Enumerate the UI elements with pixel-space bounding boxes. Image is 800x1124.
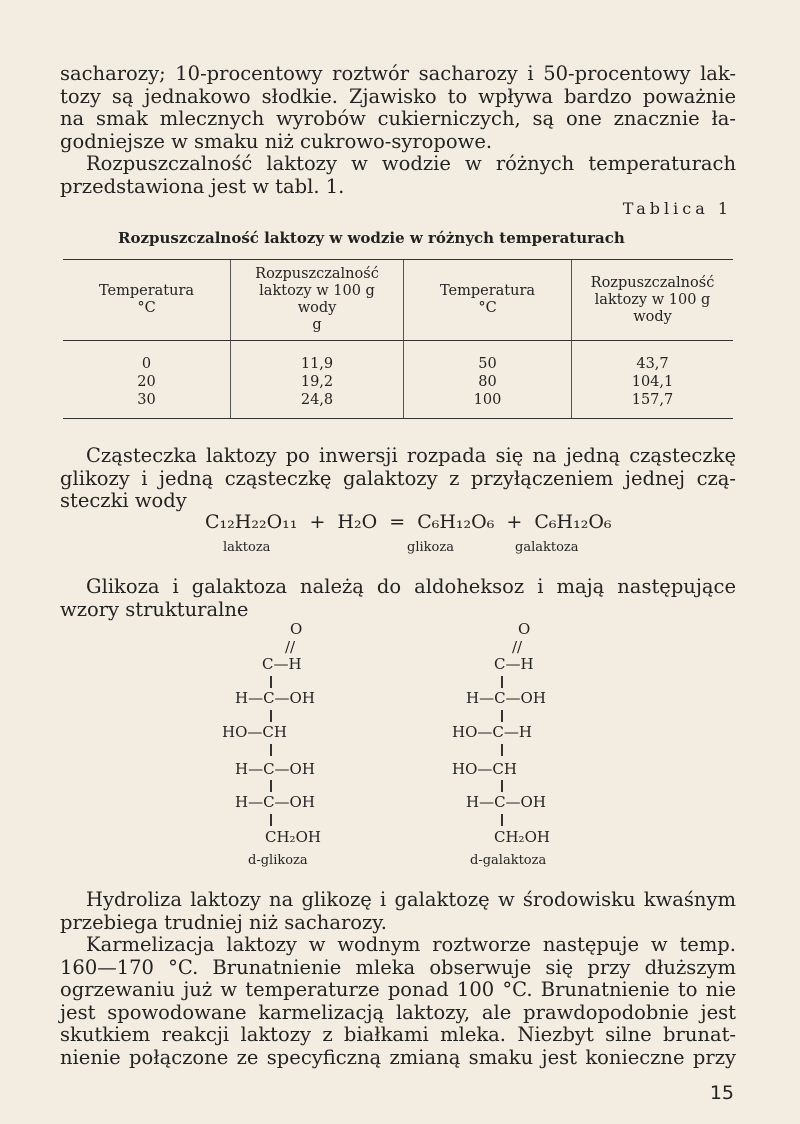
text-line: sacharozy; 10-procentowy roztwór sacharozy i 50-procentowy lak- [60,62,736,85]
text-line: 160—170 °C. Brunatnienie mleka obserwuje się przy dłuższym [60,955,736,979]
text-line: przebiega trudniej niż sacharozy. [60,910,387,934]
structure-row: H—C—OH [466,793,546,811]
solubility-table [63,259,733,419]
bond-line [501,780,503,792]
bond-line [270,744,272,756]
water-formula: H₂O [337,511,378,533]
text-line: steczki wody [60,489,187,512]
text-line: Rozpuszczalność laktozy w wodzie w różnych temperaturach [86,152,736,175]
temperature-column-1: 0 20 30 [63,341,231,419]
text-line: nienie połączone ze specyficzną zmianą smaku jest konieczne przy [60,1045,736,1069]
structure-atom: O [518,620,531,638]
equals-sign: = [389,511,406,533]
text-line: przedstawiona jest w tabl. 1. [60,174,345,198]
text-line: glikozy i jedną cząsteczkę galaktozy z przyłączeniem jednej czą- [60,466,736,490]
structure-row: C—H [494,655,534,673]
header-solubility-1: Rozpuszczalność laktozy w 100 g wody g [231,260,404,341]
structure-row: H—C—OH [235,760,315,778]
bond-line [501,710,503,722]
bond-line [270,710,272,722]
header-temperature-2: Temperatura °C [404,260,572,341]
glucose-formula: C₆H₁₂O₆ [417,511,495,533]
text-line: Cząsteczka laktozy po inwersji rozpada się na jedną cząsteczkę [86,444,736,467]
solubility-column-1: 11,9 19,2 24,8 [231,341,404,419]
structure-row: HO—CH [222,723,287,741]
table-label: Tablica 1 [622,199,732,218]
header-solubility-2: Rozpuszczalność laktozy w 100 g wody [572,260,734,341]
text-line: jest spowodowane karmelizacją laktozy, ale prawdopodobnie jest [60,1000,736,1024]
structure-row: HO—C—H [452,723,532,741]
text-line: Karmelizacja laktozy w wodnym roztworze następuje w temp. [86,933,736,956]
structure-row: C—H [262,655,302,673]
lactose-formula: C₁₂H₂₂O₁₁ [205,511,298,533]
table-row [63,341,733,419]
structure-row: H—C—OH [466,689,546,707]
bond-line [270,676,272,688]
bond-line [501,676,503,688]
structure-row: CH₂OH [494,828,550,846]
galactose-formula: C₆H₁₂O₆ [534,511,612,533]
text-line: skutkiem reakcji laktozy z białkami mleka. Niezbyt silne brunat- [60,1023,736,1046]
bond-line [501,744,503,756]
plus-sign: + [506,511,523,533]
text-line: tozy są jednakowo słodkie. Zjawisko to wpływa bardzo poważnie [60,84,736,108]
table-title: Rozpuszczalność laktozy w wodzie w różnych temperaturach [118,229,625,247]
text-line: Hydroliza laktozy na glikozę i galaktozę w środowisku kwaśnym [86,888,736,911]
label-galactose: galaktoza [515,540,579,555]
glucose-label: d-glikoza [248,853,308,868]
galactose-label: d-galaktoza [470,853,547,868]
closing-paragraph [60,889,736,1069]
structure-row: HO—CH [452,760,517,778]
structure-row: H—C—OH [235,793,315,811]
intro-paragraph [60,63,736,198]
page-number: 15 [709,1082,734,1104]
label-lactose: laktoza [223,540,271,555]
structure-row: H—C—OH [235,689,315,707]
bond-line [270,814,272,826]
text-line: na smak mlecznych wyrobów cukierniczych, są one znacznie ła- [60,107,736,130]
hydrolysis-equation [205,511,612,533]
double-bond: // [512,638,523,656]
bond-line [501,814,503,826]
label-glucose: glikoza [407,540,454,555]
header-temperature-1: Temperatura °C [63,260,231,341]
structures-paragraph [60,576,736,621]
plus-sign: + [309,511,326,533]
structure-row: CH₂OH [265,828,321,846]
temperature-column-2: 50 80 100 [404,341,572,419]
solubility-column-2: 43,7 104,1 157,7 [572,341,734,419]
text-line: wzory strukturalne [60,597,249,621]
text-line: ogrzewaniu już w temperaturze ponad 100 °C. Brunatnienie to nie [60,978,736,1001]
text-line: godniejsze w smaku niż cukrowo-syropowe. [60,129,493,153]
double-bond: // [285,638,296,656]
bond-line [270,780,272,792]
structure-atom: O [290,620,303,638]
inversion-paragraph [60,445,736,513]
text-line: Glikoza i galaktoza należą do aldoheksoz i mają następujące [86,575,736,598]
